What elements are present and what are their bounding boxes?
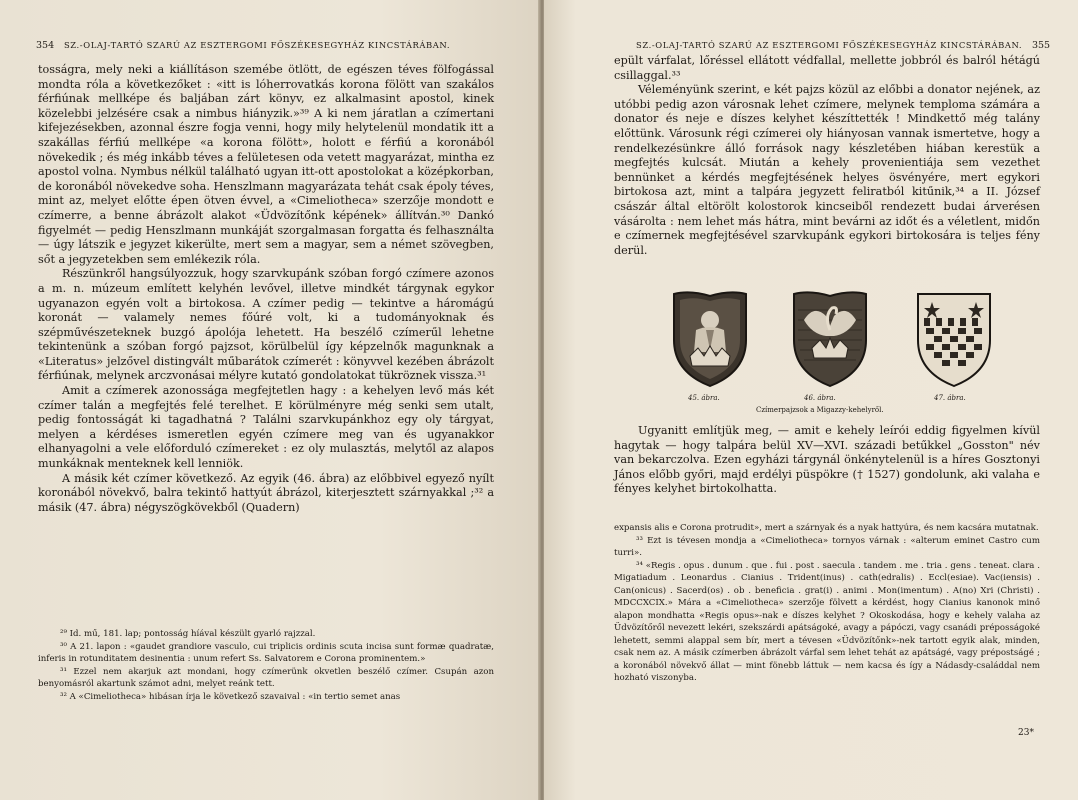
figure-caption-47: 47. ábra.: [934, 394, 966, 402]
left-paragraph: Amit a czímerek azonossága megfejtetlen hagy : a kehelyen levő más két czímer talán a megfejtés felé terelhet. E körülményre még senki sem utalt, pedig fontosságát ki tagadhatná ? Találni szarvkupánkhoz egy oly tárgyat, melyen a kérdéses ismeretlen egyén czímere meg van és ugyanakkor elhanyagolni a vele előforduló czímereket : ez oly mulasztás, melytől az alapos munkáknak menteknek kell lenniök.: [38, 384, 494, 471]
shield-swan-icon: [790, 290, 870, 388]
footnote: expansis alis e Corona protrudit», mert a szárnyak és a nyak hattyúra, és nem kacsára mutatnak.: [614, 523, 1039, 533]
left-paragraph: tosságra, mely neki a kiállításon szemébe ötlött, de egészen téves fölfogással mondta róla a következőket : «itt is lóherrovatkás korona fölött van szakálos férfiúnak mellképe és baljában zárt könyv, ez alkalmasint apostol, kinek közelebbi jelzésére csak a nimbus hiányzik.»³⁹ A ki nem járatlan a czímertani kifejezésekben, azonnal észre fogja venni, hogy mily helytelenül mondatik itt a szakállas férfiú mellképe «a korona fölött», holott e férfiú a koronából növekedik ; és még inkább téves a felületesen oda vetett magyarázat, mintha ez apostol volna. Nymbus nélkül található ugyan itt-ott apostolokat a középkorban, de koronából növekedve soha. Henszlmann magyarázata tehát csak époly téves, mint az, melyet előtte épen ötven évvel, a «Cimeliotheca» szerzője mondott e czímerre, a benne ábrázolt alakot «Üdvözítőnk képének» állítván.³⁰ Dankó figyelmét — pedig Henszlmann munkáját szorgalmasan forgatta és felhasználta — úgy látszik e jegyzet kikerülte, mert sem a magyar, sem a német szövegben, sőt a jegyzetekben sem emlékezik róla.: [38, 63, 494, 266]
left-page-number: 354: [36, 40, 55, 51]
figure-caption-46: 46. ábra.: [804, 394, 836, 402]
right-running-title: SZ.-OLAJ-TARTÓ SZARÚ AZ ESZTERGOMI FŐSZÉKESEGYHÁZ KINCSTÁRÁBAN.: [636, 40, 1023, 50]
right-paragraph: Ugyanitt említjük meg, — amit e kehely leírói eddig figyelmen kívül hagytak — hogy talpára belül XV—XVI. századi betűkkel „Gosston" név van bekarczolva. Ezen egyházi tárgynál önkénytelenül is a híres Gosztonyi János előbb győri, majd erdélyi püspökre († 1527) gondolunk, aki valaha e fényes kelyhet birtokolhatta.: [614, 424, 1040, 496]
footnote: ²⁹ Id. mű, 181. lap; pontosság híával készült gyarló rajzzal.: [60, 629, 316, 639]
footnote: ³⁰ A 21. lapon : «gaudet grandiore vasculo, cui triplicis ordinis scuta incisa sunt formæ quadratæ, inferis in rotunditatem desinentia : unum refert Ss. Salvatorem e Corona prominentem.»: [38, 641, 494, 664]
left-paragraph: A másik két czímer következő. Az egyik (46. ábra) az előbbivel egyező nyílt koronából növekvő, balra tekintő hattyút ábrázol, kiterjesztett szárnyakkal ;³² a másik (47. ábra) négyszögkövekből (Quadern): [38, 471, 494, 514]
left-body-text: [38, 63, 494, 515]
footnote: ³³ Ezt is tévesen mondja a «Cimeliotheca» tornyos várnak : «alterum eminet Castro cum turri».: [614, 535, 1040, 558]
footnote: ³² A «Cimeliotheca» hibásan írja le következő szavaival : «in tertio semet anas: [60, 691, 401, 702]
footnote: ³⁴ «Regis . opus . dunum . que . fui . post . saecula . tandem . me . tria . gens . teneat. clara . Migatiadum . Leonardus . Cianius . Trident(inus) . cath(edralis) . Eccl(esiae). Vac(iensis) . Can(onicus) . Sacerd(os) . ob . beneficia . grat(i) . animi . Mon(imentum) . A(no) Xri (Christi) . MDCCXCIX.» Mára a «Cimeliotheca» szerzője fölvett a kérdést, hogy Cianius kanonok minő alapon mondhatta «Regis opus»-nak e díszes kelyhet ? Okoskodása, hogy e kehely valaha az Üdvözítőről nevezett lekéri, szekszárdi apátságoké, avagy a pápóczi, vagy csanádi préposságoké lehetett, semmi alappal sem bír, mert a tévesen «Üdvözítőnk»-nek tartott egyik alak, minden, csak nem az. A másik czímerben ábrázolt várfal sem lehet tehát az apátságé, vagy prépostságé ; a koronából növekvő állat — mint fönebb láttuk — nem kacsa és így a Nádasdy-családdal nem hozható viszonyba.: [614, 560, 1040, 683]
shield-savior-icon: [670, 290, 750, 388]
right-body-text-mid: [614, 424, 1040, 497]
figure-caption-45: 45. ábra.: [688, 394, 720, 402]
right-body-text-top: [614, 54, 1040, 258]
shield-wall-icon: [914, 290, 994, 388]
coat-of-arms-figures: [664, 290, 1004, 420]
figure-title: Czímerpajzsok a Migazzy-kehelyről.: [756, 406, 884, 414]
right-paragraph: Véleményünk szerint, e két pajzs közül az előbbi a donator nejének, az utóbbi pedig azon városnak lehet czímere, melynek temploma számára a donator és neje e díszes kelyhet készíttették ! Mindkettő még talány előttünk. Városunk régi czímerei oly hiányosan vannak ismertetve, hogy a rendelkezésünkre álló források nagy készletében hiában kerestük a megfejtés kulcsát. Miután a kehely provenientiája sem vezethet bennünket a kérdés megfejtésének helyes ösvényére, mert egykori birtokosa azt, mint a talpára jegyzett feliratból kitűnik,³⁴ a II. József császár által eltörölt kolostorok kincseiből rendezett budai árverésen vásárolta : nem lehet más hátra, mint bevárni az időt és a véletlent, midőn e czímernek megfejtésével szarvkupánk egykori birtokosára is teljes fény derül.: [614, 83, 1040, 257]
right-running-head: [636, 40, 1050, 51]
left-running-head: [36, 40, 450, 51]
left-running-title: SZ.-OLAJ-TARTÓ SZARÚ AZ ESZTERGOMI FŐSZÉKESEGYHÁZ KINCSTÁRÁBAN.: [63, 40, 451, 50]
signature-mark: 23*: [1018, 728, 1034, 738]
left-footnotes: [38, 628, 494, 703]
right-page-number: 355: [1031, 40, 1051, 51]
left-paragraph: Részünkről hangsúlyozzuk, hogy szarvkupánk szóban forgó czímere azonos a m. n. múzeum említett kelyhén levővel, illetve mindkét tárgynak egykor ugyanazon egyén volt a birtokosa. A czímer pedig — tekintve a háromágú koronát — valamely nemes főúré volt, ki a tudományoknak és szépművészeteknek buzgó ápolója lehetett. Ha beszélő czímerűl lehetne tekintenünk a szóban forgó pajzsot, körülbelül így képzelnők magunknak a «Literatus» jelzővel distingvált műbarátok czímerét : könyvvel kezében ábrázolt férfiúnak, melynek arczvonásai mélyre kutató gondolatokat tükröznek vissza.³¹: [38, 267, 494, 383]
right-footnotes: [614, 522, 1040, 685]
right-page: [544, 0, 1078, 800]
footnote: ³¹ Ezzel nem akarjuk azt mondani, hogy czímerünk okvetlen beszélő czímer. Csupán azon benyomásról akartunk számot adni, melyet reánk tett.: [38, 666, 494, 689]
right-paragraph: epült várfalat, lőréssel ellátott védfallal, mellette jobbról és balról hétágú csillaggal.³³: [614, 54, 1040, 82]
